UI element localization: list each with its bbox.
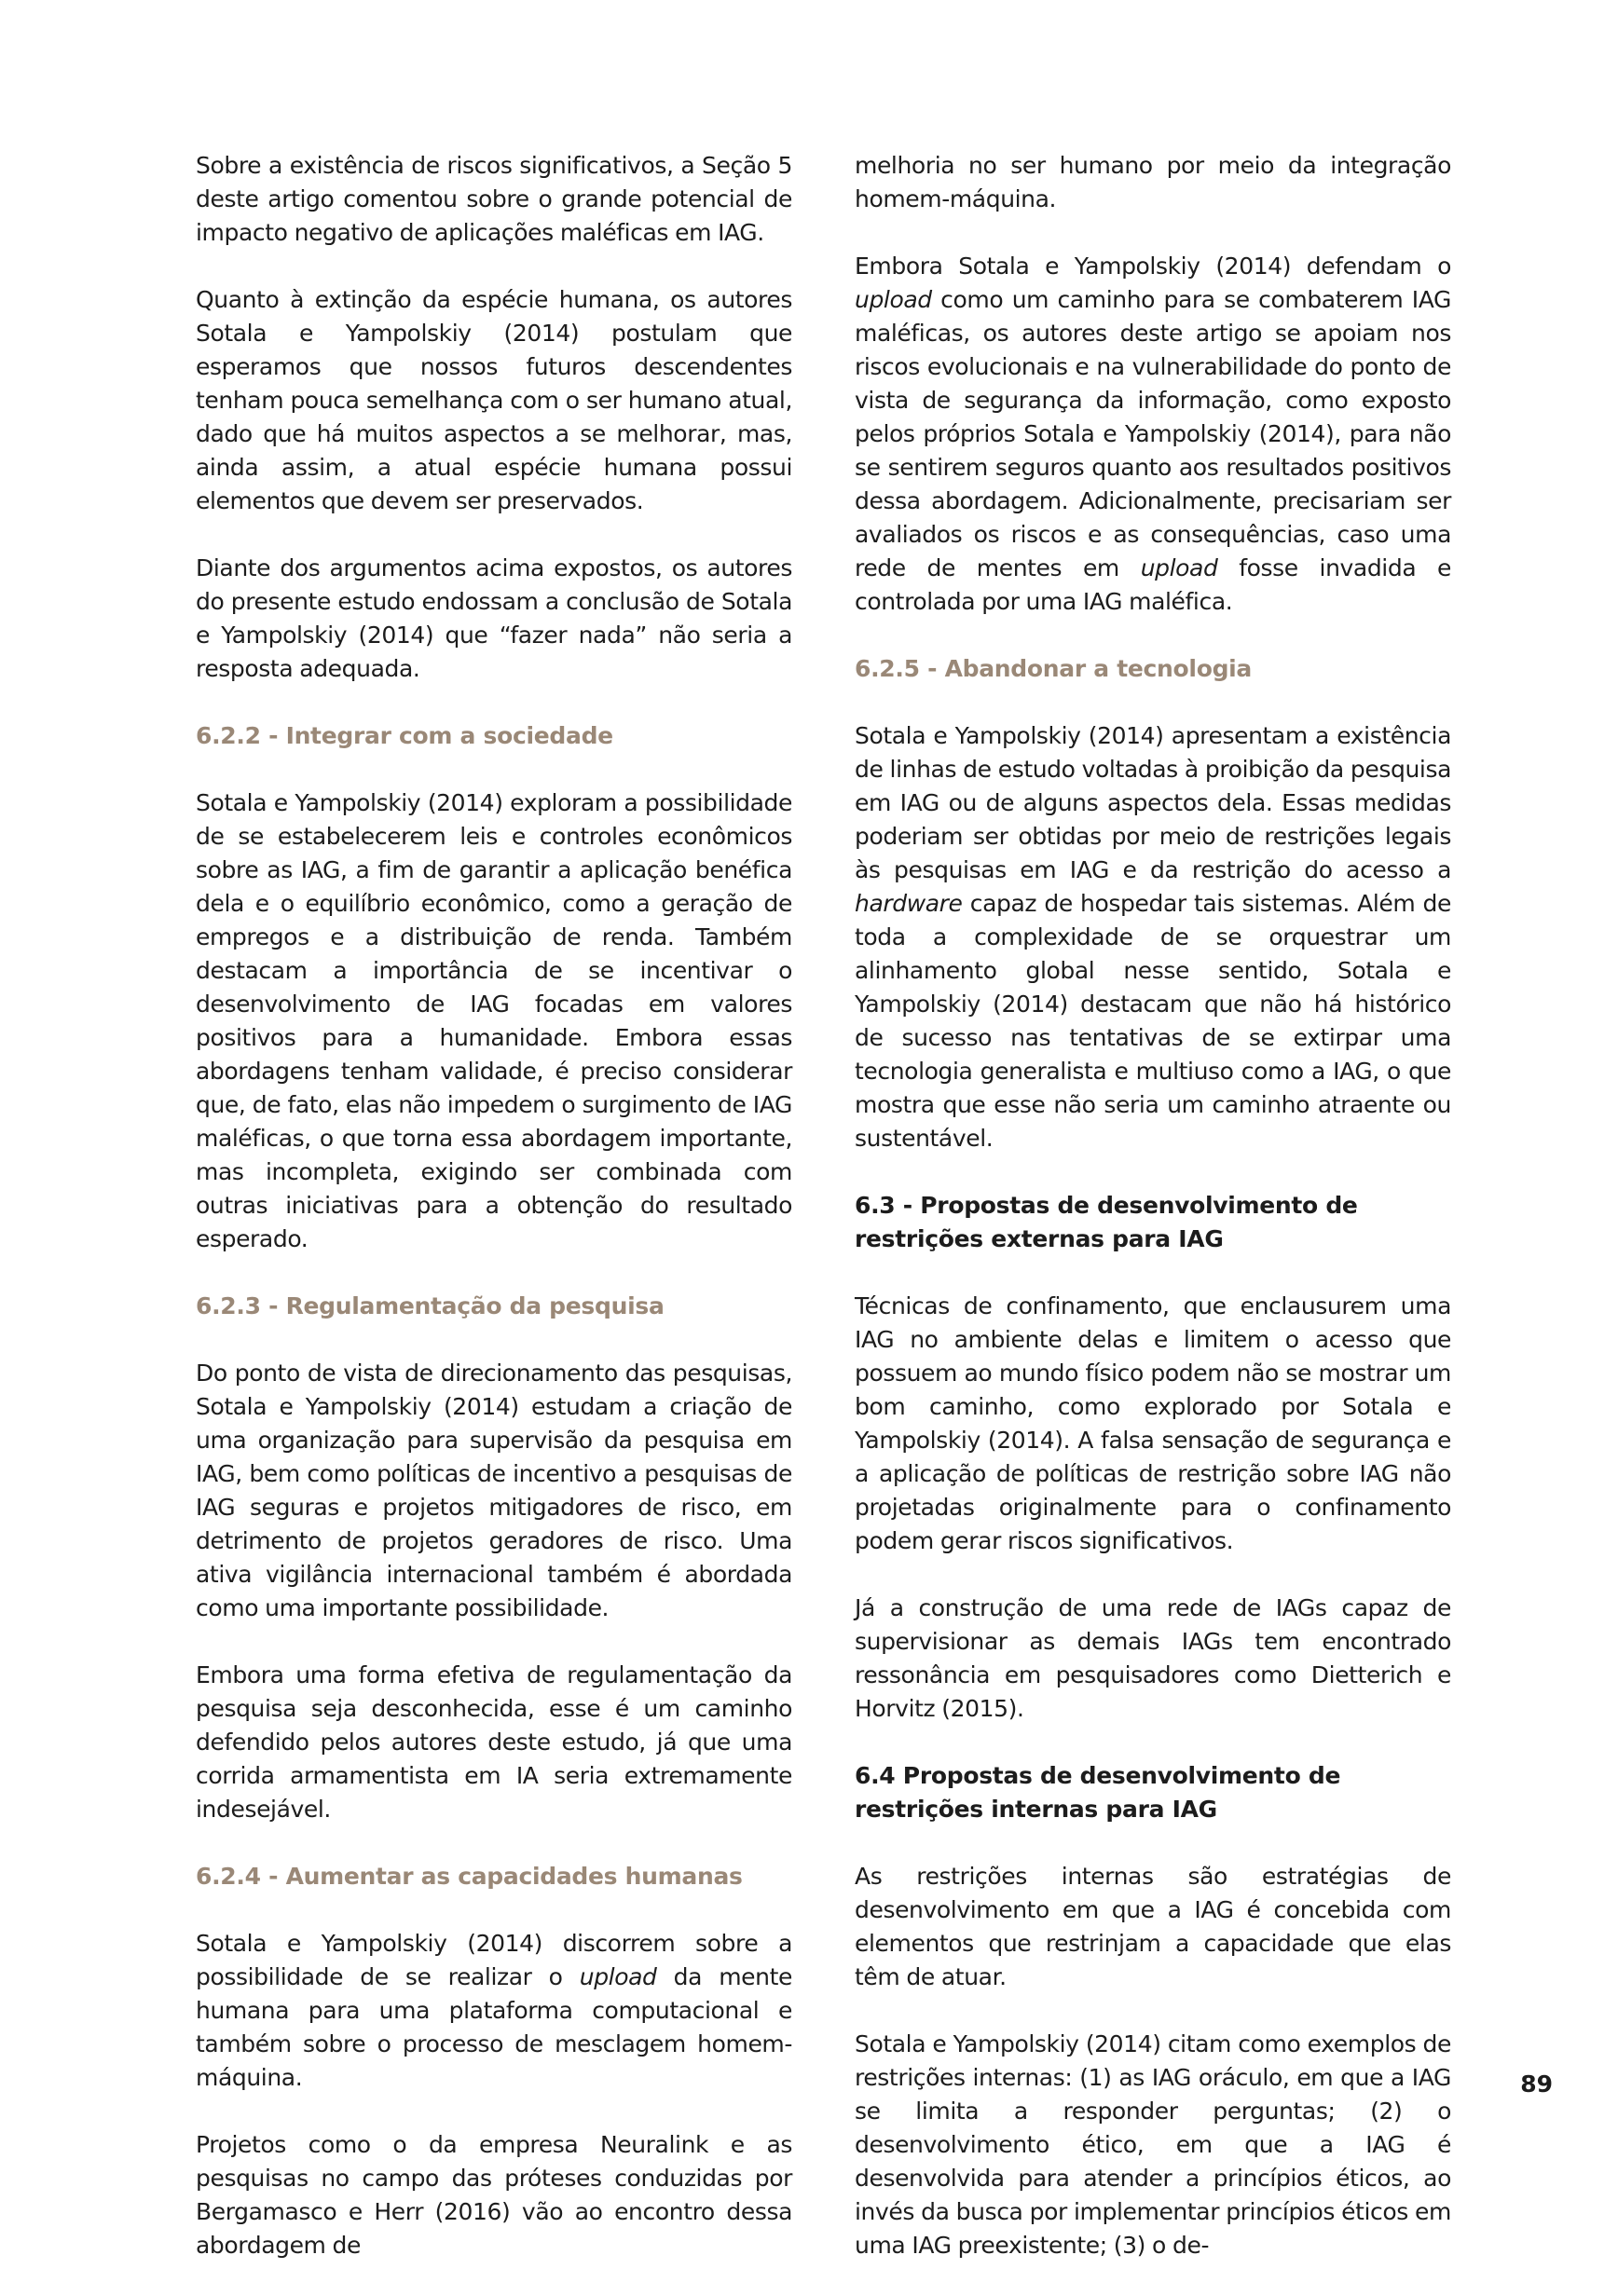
text-run: Embora Sotala e Yampolskiy (2014) defendam o [855,253,1451,280]
paragraph: melhoria no ser humano por meio da integração homem-máquina. [855,152,1451,212]
paragraph [196,1927,792,2095]
paragraph: Sobre a existência de riscos significativos, a Seção 5 deste artigo comentou sobre o grande potencial de impacto negativo de aplicações maléficas em IAG. [196,152,792,246]
italic-term: hardware [855,890,963,917]
subsection-heading-6-2-2: 6.2.2 - Integrar com a sociedade [196,722,613,749]
text-run: Sotala e Yampolskiy (2014) apresentam a existência de linhas de estudo voltadas à proibição da pesquisa em IAG ou de alguns aspectos dela. Essas medidas poderiam ser obtidas por meio de restrições legais às pesquisas em IAG e da restrição do acesso a [855,722,1451,883]
paragraph: Sotala e Yampolskiy (2014) citam como exemplos de restrições internas: (1) as IAG oráculo, em que a IAG se limita a responder perguntas; (2) o desenvolvimento ético, em que a IAG é desenvolvida para atender a princípios éticos, ao invés da busca por implementar princípios éticos em uma IAG preexistente; (3) o de- [855,2030,1451,2259]
paragraph: Projetos como o da empresa Neuralink e as pesquisas no campo das próteses conduzidas por Bergamasco e Herr (2016) vão ao encontro dessa abordagem de [196,2131,792,2259]
text-run: como um caminho para se combaterem IAG maléficas, os autores deste artigo se apoiam nos riscos evolucionais e na vulnerabilidade do ponto de vista de segurança da informação, como exposto pelos próprios Sotala e Yampolskiy (2014), para não se sentirem seguros quanto aos resultados positivos dessa abordagem. Adicionalmente, precisariam ser avaliados os riscos e as consequências, caso uma rede de mentes em [855,286,1451,581]
italic-term: upload [1140,554,1218,581]
paragraph: Já a construção de uma rede de IAGs capaz de supervisionar as demais IAGs tem encontrado ressonância em pesquisadores como Dietterich e Horvitz (2015). [855,1594,1451,1722]
paragraph: As restrições internas são estratégias de desenvolvimento em que a IAG é concebida com elementos que restrinjam a capacidade que elas têm de atuar. [855,1863,1451,1990]
text-run: Sotala e Yampolskiy (2014) discorrem sobre a possibilidade de se realizar o [196,1930,792,1990]
italic-term: upload [579,1963,657,1990]
right-column [855,149,1451,2296]
paragraph [855,250,1451,619]
paragraph: Técnicas de confinamento, que enclausurem uma IAG no ambiente delas e limitem o acesso que possuem ao mundo físico podem não se mostrar um bom caminho, como explorado por Sotala e Yampolskiy (2014). A falsa sensação de segurança e a aplicação de políticas de restrição sobre IAG não projetadas originalmente para o confinamento podem gerar riscos significativos. [855,1292,1451,1554]
section-heading-6-3: 6.3 - Propostas de desenvolvimento de restrições externas para IAG [855,1192,1358,1252]
paragraph: Sotala e Yampolskiy (2014) exploram a possibilidade de se estabelecerem leis e controles econômicos sobre as IAG, a fim de garantir a aplicação benéfica dela e o equilíbrio econômico, como a geração de empregos e a distribuição de renda. Também destacam a importância de se incentivar o desenvolvimento de IAG focadas em valores positivos para a humanidade. Embora essas abordagens tenham validade, é preciso considerar que, de fato, elas não impedem o surgimento de IAG maléficas, o que torna essa abordagem importante, mas incompleta, exigindo ser combinada com outras iniciativas para a obtenção do resultado esperado. [196,789,792,1252]
paragraph: Diante dos argumentos acima expostos, os autores do presente estudo endossam a conclusão de Sotala e Yampolskiy (2014) que “fazer nada” não seria a resposta adequada. [196,554,792,682]
paragraph: Embora uma forma efetiva de regulamentação da pesquisa seja desconhecida, esse é um caminho defendido pelos autores deste estudo, já que uma corrida armamentista em IA seria extremamente indesejável. [196,1661,792,1823]
paragraph: Do ponto de vista de direcionamento das pesquisas, Sotala e Yampolskiy (2014) estudam a criação de uma organização para supervisão da pesquisa em IAG, bem como políticas de incentivo a pesquisas de IAG seguras e projetos mitigadores de risco, em detrimento de projetos geradores de risco. Uma ativa vigilância internacional também é abordada como uma importante possibilidade. [196,1360,792,1621]
page-number: 89 [1520,2070,1553,2098]
text-run: capaz de hospedar tais sistemas. Além de toda a complexidade de se orquestrar um alinhamento global nesse sentido, Sotala e Yampolskiy (2014) destacam que não há histórico de sucesso nas tentativas de se extirpar uma tecnologia generalista e multiuso como a IAG, o que mostra que esse não seria um caminho atraente ou sustentável. [855,890,1451,1152]
subsection-heading-6-2-3: 6.2.3 - Regulamentação da pesquisa [196,1292,665,1319]
paragraph: Quanto à extinção da espécie humana, os autores Sotala e Yampolskiy (2014) postulam que esperamos que nossos futuros descendentes tenham pouca semelhança com o ser humano atual, dado que há muitos aspectos a se melhorar, mas, ainda assim, a atual espécie humana possui elementos que devem ser preservados. [196,286,792,514]
subsection-heading-6-2-5: 6.2.5 - Abandonar a tecnologia [855,655,1252,682]
subsection-heading-6-2-4: 6.2.4 - Aumentar as capacidades humanas [196,1863,743,1890]
text-run: da mente humana para uma plataforma computacional e também sobre o processo de mesclagem homem-máquina. [196,1963,792,2091]
text-run: fosse invadida e controlada por uma IAG maléfica. [855,554,1452,615]
section-heading-6-4: 6.4 Propostas de desenvolvimento de restrições internas para IAG [855,1762,1341,1823]
paragraph [855,719,1451,1155]
left-column [196,149,792,2296]
italic-term: upload [855,286,932,313]
